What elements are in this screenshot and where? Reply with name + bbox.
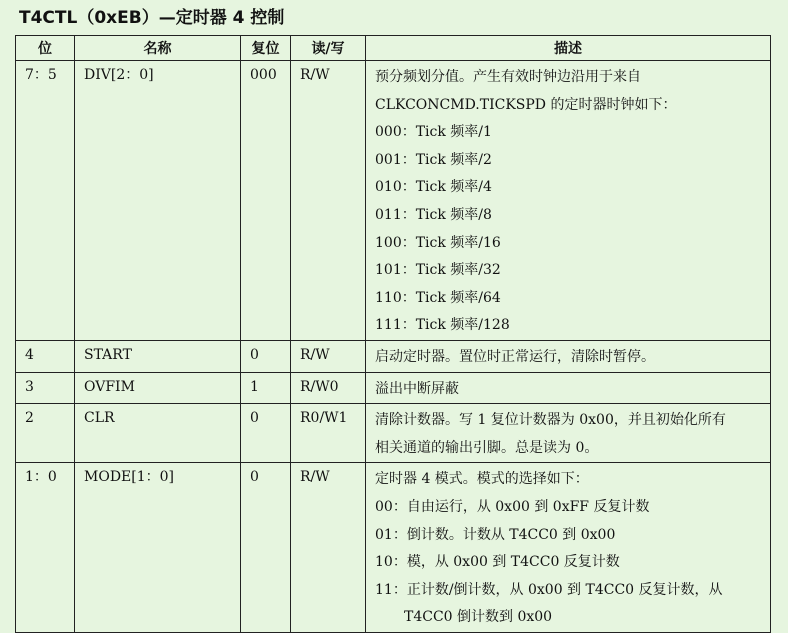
register-table [15,35,771,633]
desc-line: 100：Tick 频率/16 [375,234,501,251]
header-rw: 读/写 [291,36,366,61]
header-row [16,36,771,61]
desc-line: 启动定时器。置位时正常运行，清除时暂停。 [375,348,655,365]
desc-cell [366,372,771,404]
bit-value: 1：0 [25,469,57,486]
bit-value: 2 [25,410,34,427]
desc-line: 11：正计数/倒计数，从 0x00 到 T4CC0 反复计数，从 [375,581,723,598]
rw-cell [291,61,366,341]
table-row [16,340,771,372]
name-cell [75,404,241,463]
reset-cell [241,404,291,463]
reset-cell [241,340,291,372]
desc-cell [366,463,771,633]
reset-value: 0 [250,469,259,486]
name-cell [75,372,241,404]
access-value: R/W [300,67,330,83]
name-cell [75,463,241,633]
table-row [16,61,771,341]
desc-line: 110：Tick 频率/64 [375,289,501,306]
field-name: OVFIM [84,378,135,395]
desc-line: CLKCONCMD.TICKSPD 的定时器时钟如下： [375,96,677,113]
reset-value: 0 [250,410,259,427]
field-name: CLR [84,410,115,427]
rw-cell [291,404,366,463]
desc-cell [366,61,771,341]
table-row [16,404,771,463]
bit-value: 7：5 [25,67,57,83]
desc-line: T4CC0 倒计数到 0x00 [404,609,553,626]
reset-value: 1 [250,378,259,395]
reset-value: 000 [250,67,277,83]
bit-cell [16,372,75,404]
reset-cell [241,463,291,633]
desc-line: 相关通道的输出引脚。总是读为 0。 [375,439,599,456]
access-value: R/W [300,469,330,486]
field-name: MODE[1：0] [84,469,174,486]
header-name: 名称 [75,36,241,61]
name-cell [75,340,241,372]
desc-line: 101：Tick 频率/32 [375,262,501,279]
desc-line: 溢出中断屏蔽 [375,380,459,397]
field-name: DIV[2：0] [84,67,154,83]
bit-value: 3 [25,378,34,395]
desc-line: 001：Tick 频率/2 [375,151,492,168]
rw-cell [291,372,366,404]
reset-cell [241,61,291,341]
desc-line: 111：Tick 频率/128 [375,317,510,334]
header-bit: 位 [16,36,75,61]
rw-cell [291,463,366,633]
bit-cell [16,61,75,341]
desc-cell [366,340,771,372]
desc-line: 010：Tick 频率/4 [375,179,492,196]
field-name: START [84,346,132,363]
access-value: R/W0 [300,378,339,395]
table-row [16,372,771,404]
bit-value: 4 [25,346,34,363]
access-value: R0/W1 [300,410,348,427]
access-value: R/W [300,346,330,363]
desc-line: 00：自由运行，从 0x00 到 0xFF 反复计数 [375,498,650,515]
page-title: T4CTL（0xEB）—定时器 4 控制 [19,8,285,28]
desc-line: 10：模，从 0x00 到 T4CC0 反复计数 [375,554,620,571]
desc-line: 01：倒计数。计数从 T4CC0 到 0x00 [375,526,616,543]
table-row [16,463,771,633]
reset-value: 0 [250,346,259,363]
bit-cell [16,463,75,633]
desc-line: 预分频划分值。产生有效时钟边沿用于来自 [375,69,641,85]
reset-cell [241,372,291,404]
name-cell [75,61,241,341]
bit-cell [16,404,75,463]
desc-line: 定时器 4 模式。模式的选择如下： [375,471,589,488]
header-reset: 复位 [241,36,291,61]
header-desc: 描述 [366,36,771,61]
desc-line: 000：Tick 频率/1 [375,124,492,141]
bit-cell [16,340,75,372]
desc-line: 011：Tick 频率/8 [375,206,492,223]
desc-line: 清除计数器。写 1 复位计数器为 0x00，并且初始化所有 [375,412,726,429]
desc-cell [366,404,771,463]
rw-cell [291,340,366,372]
